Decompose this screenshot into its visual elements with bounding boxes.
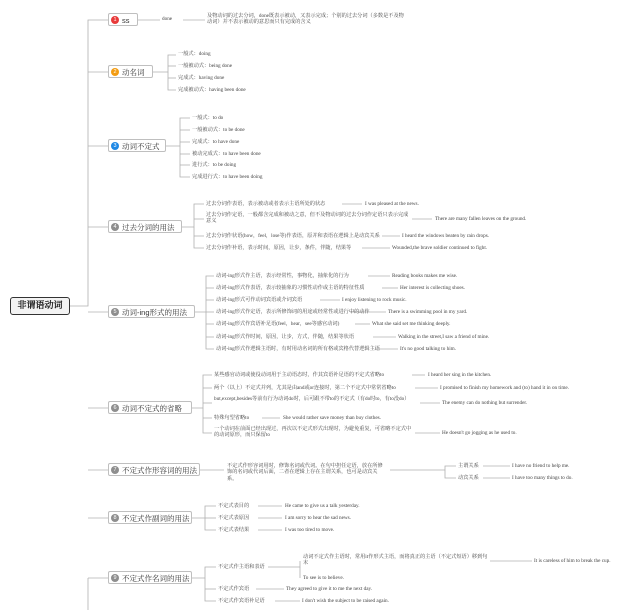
b1-desc: 及物动词的过去分词，done既表示被动，又表示完成；个别的过去分词（多数是不及物动词）并不表示被动的意思而只有完成的含义 (207, 13, 404, 26)
branch-9-label: 不定式作名词的用法 (122, 574, 190, 583)
badge-3-icon: 3 (111, 142, 119, 150)
branch-1-label: ss (122, 16, 130, 25)
b6-rule: 特殊句型省略to (214, 415, 250, 421)
b3-item: 完成进行式：to have been doing (192, 174, 263, 180)
b5-rule: 动词-ing形式可作动词宾语或介词宾语 (216, 297, 303, 303)
b4-rule: 过去分词作表语，表示被动或者表示主语所处的状态 (206, 201, 326, 207)
b6-example: She would rather save money than buy clothes. (283, 415, 381, 421)
b5-rule: 动词-ing形式作定语，表示所修饰词的用途或经常性或进行中的动作 (216, 309, 370, 315)
b3-item: 进行式：to be doing (192, 162, 237, 168)
b9-example: I don't wish the subject to be raised again. (302, 598, 389, 604)
b5-rule: 动词-ing形式作宾语补足语(feel，hear，see等感官动词) (216, 321, 340, 327)
b6-example: The enemy can do nothing but surrender. (442, 400, 528, 406)
branch-3-node[interactable] (108, 139, 166, 152)
b7-relation: 动宾关系 (458, 475, 479, 481)
b5-example: What she said set me thinking deeply. (372, 321, 451, 327)
branch-7-label: 不定式作形容词的用法 (122, 466, 197, 475)
b9-rule: 不定式作宾语 (218, 586, 250, 592)
badge-5-icon: 5 (111, 308, 119, 316)
branch-6-node[interactable] (108, 401, 192, 414)
b6-rule: 两个（以上）不定式并列，尤其是由and或or连接时，第二个不定式中常常省略to (214, 385, 396, 391)
b8-example: I was too tired to move. (285, 527, 335, 533)
b9-rule: 不定式作主语和表语 (218, 564, 265, 570)
b4-example: Wounded,the brave soldier continued to fight. (392, 245, 488, 251)
b6-example: I heard her sing in the kitchen. (428, 372, 492, 378)
b2-item: 完成式：having done (178, 75, 225, 81)
b5-rule: 动词-ing形式作时间，原因，让步，方式，伴随，结果等状语 (216, 334, 355, 340)
badge-8-icon: 8 (111, 514, 119, 522)
b4-rule: 过去分词作状语(how，feel，lose等)作表语，原并和表语在逻辑上是动宾关系 (206, 233, 380, 239)
b5-example: Her interest is collecting shoes. (400, 285, 465, 291)
branch-4-node[interactable] (108, 220, 182, 233)
b4-example: There are many fallen leaves on the ground. (435, 216, 527, 222)
branch-8-label: 不定式作副词的用法 (122, 514, 190, 523)
badge-2-icon: 2 (111, 68, 119, 76)
b5-example: I enjoy listening to rock music. (342, 297, 407, 303)
b9-example: To see is to believe. (303, 575, 344, 581)
b2-item: 一般被动式：being done (178, 63, 233, 69)
root-node[interactable]: 非谓语动词 (10, 297, 70, 315)
b4-example: I was pleased at the news. (365, 201, 419, 207)
b5-rule: 动词-ing形式作逻辑主语时，有时用动名词的所有格或宾格代替逻辑主语 (216, 346, 380, 352)
b6-rule: 某些感官动词或使役动词用于主动语态时，作其宾语补足语的不定式省略to (214, 372, 385, 378)
branch-5-node[interactable] (108, 305, 195, 318)
b5-rule: 动词-ing形式作主语，表示经常性，事物化，抽象化的行为 (216, 273, 349, 279)
b5-example: Reading books makes me wise. (392, 273, 458, 279)
b8-example: He came to give us a talk yesterday. (285, 503, 360, 509)
b9-example: It is careless of him to break the cup. (534, 558, 611, 564)
b6-example: I promised to finish my homework and (to) hand it in on time. (440, 385, 569, 391)
branch-5-label: 动词-ing形式的用法 (122, 308, 188, 317)
b5-rule: 动词-ing形式作表语，表示较抽象的习惯性动作或主语的特征性质 (216, 285, 365, 291)
b2-item: 一般式：doing (178, 51, 211, 57)
b1-content: done (162, 16, 173, 22)
branch-8-node[interactable] (108, 511, 192, 524)
b2-item: 完成被动式：having been done (178, 87, 246, 93)
b6-example: He doesn't go jogging as he used to. (442, 430, 517, 436)
b8-rule: 不定式表原因 (218, 515, 250, 521)
b4-rule: 过去分词作补语，表示时间，原因，让步，条件，伴随，结果等 (206, 245, 352, 251)
b7-relation: 主谓关系 (458, 463, 479, 469)
b9-rule: 不定式作宾语补足语 (218, 598, 265, 604)
b5-example: Walking in the street,I saw a friend of mine. (398, 334, 490, 340)
b7-example: I have too many things to do. (512, 475, 573, 481)
branch-2-node[interactable] (108, 65, 153, 78)
badge-4-icon: 4 (111, 223, 119, 231)
badge-6-icon: 6 (111, 404, 119, 412)
b8-rule: 不定式表结果 (218, 527, 250, 533)
b3-item: 完成式：to have done (192, 139, 240, 145)
branch-3-label: 动词不定式 (122, 142, 160, 151)
badge-9-icon: 9 (111, 574, 119, 582)
b9-example: They agreed to give it to me the next day. (286, 586, 373, 592)
branch-1-node[interactable] (108, 13, 138, 26)
b7-example: I have no friend to help me. (512, 463, 570, 469)
b3-item: 一般式：to do (192, 115, 224, 121)
branch-4-label: 过去分词的用法 (122, 223, 175, 232)
branch-2-label: 动名词 (122, 68, 145, 77)
b9-subrule: 动词不定式作主语时，常用it作形式主语，而将真正的主语（不定式短语）移到句末 (303, 554, 488, 567)
b5-example: It's no good talking to him. (400, 346, 456, 352)
badge-1-icon: 1 (111, 16, 119, 24)
b8-rule: 不定式表目的 (218, 503, 250, 509)
b5-example: There is a swimming pool in my yard. (388, 309, 468, 315)
b3-item: 被动完成式：to have been done (192, 151, 261, 157)
b6-rule: but,except,besides等前有行为动词do时，后可跟不带to的不定式（有do时to，有to没do） (214, 396, 410, 402)
b3-item: 一般被动式：to be done (192, 127, 245, 133)
badge-7-icon: 7 (111, 466, 119, 474)
b8-example: I am sorry to hear the sad news. (285, 515, 351, 521)
b7-rule: 不定式作形容词用时，修饰名词或代词。在句中担任定语，放在所修饰的名词或代词后面，二者在逻辑上存在主谓关系，也可是动宾关系。 (227, 463, 383, 482)
branch-6-label: 动词不定式的省略 (122, 404, 182, 413)
branch-7-node[interactable] (108, 463, 200, 476)
branch-9-node[interactable] (108, 571, 192, 584)
b4-rule: 过去分词作定语，一般都含完成和被动之意，但不及物动词的过去分词作定语只表示完成意义 (206, 212, 409, 225)
b6-rule: 一个动词在前面已经出现过，再次以不定式形式出现时，为避免重复，可省略不定式中的动词原形，而只保留to (214, 426, 412, 439)
b4-example: I heard the windows beaten by rain drops. (402, 233, 490, 239)
